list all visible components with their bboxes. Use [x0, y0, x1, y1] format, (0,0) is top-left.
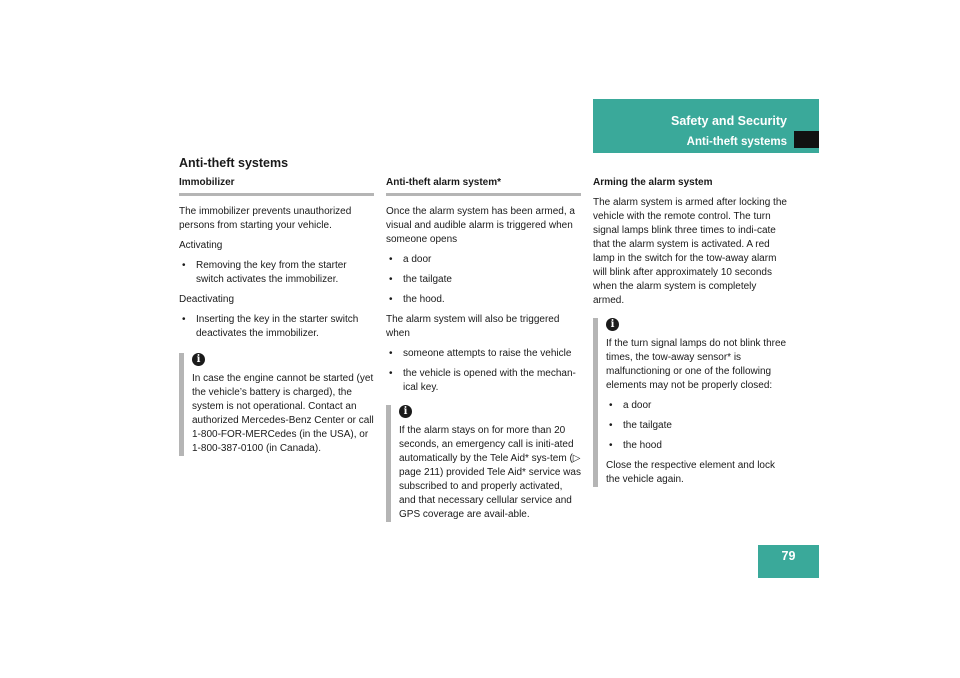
note-bar	[386, 405, 391, 522]
info-note-intro: If the turn signal lamps do not blink three times, the tow-away sensor* is malfunctioning or one of the following elements may not be properly closed:	[606, 338, 787, 391]
bullet-icon: •	[609, 400, 613, 411]
list-item-text: Inserting the key in the starter switch deactivates the immobilizer.	[196, 314, 359, 339]
note-bar	[593, 318, 598, 487]
bullet-icon: •	[389, 254, 393, 265]
bullet-icon: •	[389, 294, 393, 305]
list-item	[386, 367, 581, 395]
section-rule	[386, 193, 581, 196]
deactivating-label: Deactivating	[179, 294, 235, 305]
info-note	[593, 318, 788, 487]
list-item	[386, 293, 581, 307]
list-item-text: the tailgate	[623, 420, 672, 431]
info-icon: i	[399, 405, 412, 418]
alarm-intro: Once the alarm system has been armed, a visual and audible alarm is triggered when someone opens	[386, 206, 575, 245]
header-section-title: Safety and Security	[670, 114, 787, 128]
deactivating-list	[179, 313, 374, 341]
activating-label: Activating	[179, 240, 223, 251]
list-item	[386, 253, 581, 267]
header-subsection-title: Anti-theft systems	[686, 136, 787, 148]
list-item-text: the hood.	[403, 294, 445, 305]
immobilizer-heading: Immobilizer	[179, 177, 235, 188]
info-icon: i	[192, 353, 205, 366]
list-item	[606, 399, 788, 413]
info-icon: i	[606, 318, 619, 331]
list-item-text: Removing the key from the starter switch activates the immobilizer.	[196, 260, 347, 285]
page-title: Anti-theft systems	[179, 156, 289, 170]
list-item-text: a door	[403, 254, 432, 265]
bullet-icon: •	[609, 420, 613, 431]
activating-list	[179, 259, 374, 287]
header-banner	[593, 99, 819, 153]
list-item	[179, 259, 374, 287]
list-item-text: someone attempts to raise the vehicle	[403, 348, 572, 359]
list-item-text: the tailgate	[403, 274, 452, 285]
bullet-icon: •	[389, 368, 393, 379]
list-item-text: the hood	[623, 440, 662, 451]
list-item-text: a door	[623, 400, 652, 411]
info-note-text: In case the engine cannot be started (yet the vehicle’s battery is charged), the system is not operational. Contact an authorized Mercedes-Benz Center or call 1-800-FOR-MERCedes (in the USA), or 1-800-387-0100 (in Canada).	[192, 373, 374, 454]
column-arming	[593, 174, 788, 487]
bullet-icon: •	[389, 348, 393, 359]
bullet-icon: •	[182, 314, 186, 325]
list-item	[606, 419, 788, 433]
arming-body: The alarm system is armed after locking the vehicle with the remote control. The turn signal lamps blink three times to indi-cate that the alarm system is activated. A red lamp in the switch for the tow-away alarm will blink after approximately 10 seconds when the alarm system is completely armed.	[593, 197, 787, 306]
info-note	[386, 405, 581, 522]
arming-heading: Arming the alarm system	[593, 177, 713, 188]
list-item	[606, 439, 788, 453]
immobilizer-intro: The immobilizer prevents unauthorized persons from starting your vehicle.	[179, 206, 352, 231]
list-item	[386, 273, 581, 287]
bullet-icon: •	[609, 440, 613, 451]
header-tab-marker	[794, 131, 819, 148]
section-rule	[179, 193, 374, 196]
bullet-icon: •	[389, 274, 393, 285]
page-number: 79	[758, 545, 819, 578]
bullet-icon: •	[182, 260, 186, 271]
column-immobilizer	[179, 174, 374, 456]
list-item-text: the vehicle is opened with the mechan-ical key.	[403, 368, 576, 393]
opens-list	[386, 253, 581, 307]
column-alarm-system	[386, 174, 581, 522]
list-item	[386, 347, 581, 361]
alarm-heading: Anti-theft alarm system*	[386, 177, 502, 188]
list-item	[179, 313, 374, 341]
info-note-text: If the alarm stays on for more than 20 seconds, an emergency call is initi-ated automatically by the Tele Aid* sys-tem (▷ page 211) provided Tele Aid* service was subscribed to and properly activated, and that necessary cellular service and GPS coverage are avail-able.	[399, 425, 581, 520]
info-note	[179, 353, 374, 456]
note-bar	[179, 353, 184, 456]
triggered-text: The alarm system will also be triggered when	[386, 314, 560, 339]
triggered-list	[386, 347, 581, 395]
info-note-outro: Close the respective element and lock the vehicle again.	[606, 460, 775, 485]
note-list	[606, 399, 788, 453]
